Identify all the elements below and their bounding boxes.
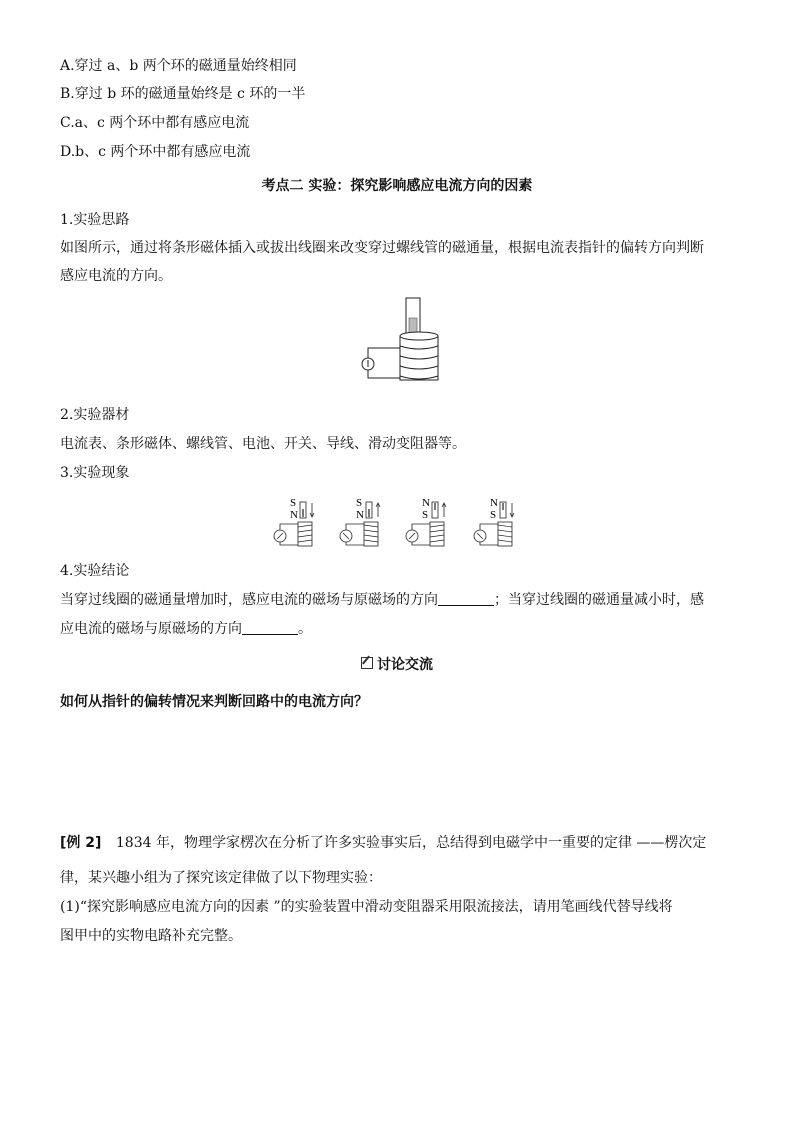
section-1-text-cont: 感应电流的方向。	[60, 268, 172, 284]
option-c: C.a、c 两个环中都有感应电流	[60, 115, 250, 131]
pole-label-bottom: S	[422, 509, 429, 521]
example-tag: [例 2]	[60, 835, 102, 851]
pole-label-bottom: N	[356, 509, 364, 521]
discussion-heading	[0, 654, 794, 674]
section-2-title: 2.实验器材	[60, 407, 130, 423]
conclusion-text-b: ；当穿过线圈的磁通量减小时，感	[494, 592, 704, 608]
pole-label-top: N	[490, 497, 498, 509]
section-2-text: 电流表、条形磁体、螺线管、电池、开关、导线、滑动变阻器等。	[60, 436, 466, 452]
conclusion-text-c: 应电流的磁场与原磁场的方向	[60, 621, 242, 637]
section-4-text	[60, 590, 704, 610]
conclusion-text-d: 。	[298, 621, 312, 637]
example-line-1	[60, 833, 706, 853]
pole-label-top: N	[422, 497, 430, 509]
option-a: A.穿过 a、b 两个环的磁通量始终相同	[60, 58, 297, 74]
discussion-label: 讨论交流	[377, 657, 433, 673]
edit-checkbox-icon	[361, 657, 373, 669]
phenomenon-panel-2	[340, 497, 380, 546]
conclusion-text-a: 当穿过线圈的磁通量增加时，感应电流的磁场与原磁场的方向	[60, 592, 438, 608]
pole-label-bottom: S	[490, 509, 497, 521]
example-line-4: 图甲中的实物电路补充完整。	[60, 928, 242, 944]
answer-blank-2[interactable]	[242, 620, 298, 635]
section-3-title: 3.实验现象	[60, 465, 130, 481]
answer-blank-1[interactable]	[438, 591, 494, 606]
example-line-3: (1)“探究影响感应电流方向的因素 ”的实验装置中滑动变阻器采用限流接法，请用笔画线代替导线将	[60, 899, 673, 915]
pole-label-bottom: N	[290, 509, 298, 521]
section-heading: 考点二 实验：探究影响感应电流方向的因素	[261, 178, 533, 194]
phenomenon-panel-3	[406, 497, 446, 546]
option-d: D.b、c 两个环中都有感应电流	[60, 144, 251, 160]
section-4-text-cont	[60, 619, 312, 639]
section-1-text: 如图所示，通过将条形磁体插入或拔出线圈来改变穿过螺线管的磁通量，根据电流表指针的偏转方向判断	[60, 240, 704, 256]
option-b: B.穿过 b 环的磁通量始终是 c 环的一半	[60, 86, 306, 102]
section-1-title: 1.实验思路	[60, 212, 130, 228]
pole-label-top: S	[290, 497, 297, 509]
section-4-title: 4.实验结论	[60, 563, 130, 579]
pole-label-top: S	[356, 497, 363, 509]
solenoid-figure	[350, 296, 450, 382]
example-text-1: 1834 年，物理学家楞次在分析了许多实验事实后，总结得到电磁学中一重要的定律 ——楞次定	[115, 835, 707, 851]
phenomenon-figure	[266, 494, 532, 554]
discussion-question: 如何从指针的偏转情况来判断回路中的电流方向？	[60, 694, 368, 710]
example-line-2: 律，某兴趣小组为了探究该定律做了以下物理实验：	[60, 870, 382, 886]
phenomenon-panel-4	[474, 497, 514, 546]
phenomenon-panel-1	[274, 497, 314, 546]
